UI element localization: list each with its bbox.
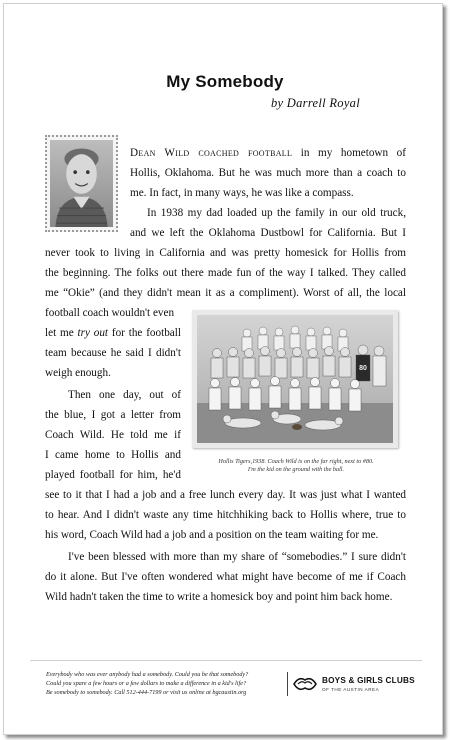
org-name: BOYS & GIRLS CLUBS: [322, 676, 415, 685]
jersey-number: 80: [359, 365, 367, 372]
text-line-1-rest: in my hometown of: [292, 147, 406, 159]
text-line-21: I've been blessed with more than my share of “somebodies.” I sure didn't: [68, 551, 406, 563]
text-line-3: me. In fact, in many ways, he was like a compass.: [130, 187, 354, 199]
text-line-2: Hollis, Oklahoma. But he was much more than a coach to: [130, 167, 406, 179]
text-line-16: I came home to Hollis and: [45, 449, 181, 461]
text-line-1: [130, 148, 406, 159]
text-line-10: [45, 328, 181, 339]
text-line-5: and we left the Oklahoma Dustbowl for California. But I: [130, 227, 406, 239]
caption-line-2: I'm the kid on the ground with the ball.: [247, 466, 345, 474]
text-line-17: played football for him, he'd: [45, 469, 181, 481]
text-line-11: team because he said I didn't: [45, 347, 181, 359]
text-line-10-a: let me: [45, 327, 78, 339]
footer-vertical-divider: [287, 672, 288, 696]
text-line-10-b: for the football: [108, 327, 181, 339]
text-line-9: football coach wouldn't even: [45, 307, 175, 319]
footer-divider: [30, 660, 422, 661]
boy-portrait-photo: [45, 135, 118, 232]
text-line-13: Then one day, out of: [68, 389, 181, 401]
org-area: OF THE AUSTIN AREA: [322, 687, 380, 692]
caption-line-1: Hollis Tigers,1938. Coach Wild is on the far right, next to #80.: [218, 458, 374, 465]
text-line-4: In 1938 my dad loaded up the family in our old truck,: [147, 207, 406, 219]
text-emphasis-try-out: try out: [77, 327, 109, 339]
team-photo: [192, 310, 398, 448]
text-line-7: the beginning. The folks out there made fun of the way I talked. They called: [45, 267, 406, 279]
text-line-6: never took to living in California and was pretty homesick for Hollis from: [45, 247, 406, 259]
boys-girls-clubs-logo-icon: [293, 674, 317, 694]
article-byline: by Darrell Royal: [270, 96, 360, 110]
text-line-23: Wild hadn't taken the time to write a homesick boy and point him back home.: [45, 591, 393, 603]
text-line-15: Coach Wild. He told me if: [45, 429, 181, 441]
text-line-19: to hear. And I didn't waste any time hitchhiking back to Hollis where, true to: [45, 509, 406, 521]
text-line-12: weigh enough.: [45, 367, 111, 379]
text-line-8: me “Okie” (and they didn't mean it as a compliment). Worst of all, the local: [45, 287, 406, 299]
dropcap-lead-in: Dean Wild coached football: [130, 147, 293, 159]
text-line-22: do it alone. But I've often wondered what might have become of me if Coach: [45, 571, 406, 583]
footer-line-1: Everybody who was ever anybody had a somebody. Could you be that somebody?: [46, 671, 249, 678]
article-title: My Somebody: [166, 72, 284, 91]
text-line-20: his word, Coach Wild had a job and a position on the team waiting for me.: [45, 529, 379, 541]
footer-line-2: Could you spare a few hours or a few dollars to make a difference in a kid's life?: [46, 679, 247, 687]
text-line-18: see to it that I had a job and a free lunch every day. It was just what I wanted: [45, 489, 406, 501]
photo-caption: [190, 458, 402, 474]
text-line-14: the blue, I got a letter from: [45, 409, 181, 421]
footer-appeal: [46, 671, 282, 697]
footer-line-3: Be somebody to somebody. Call 512-444-7199 or visit us online at bgcaustin.org: [46, 688, 247, 696]
